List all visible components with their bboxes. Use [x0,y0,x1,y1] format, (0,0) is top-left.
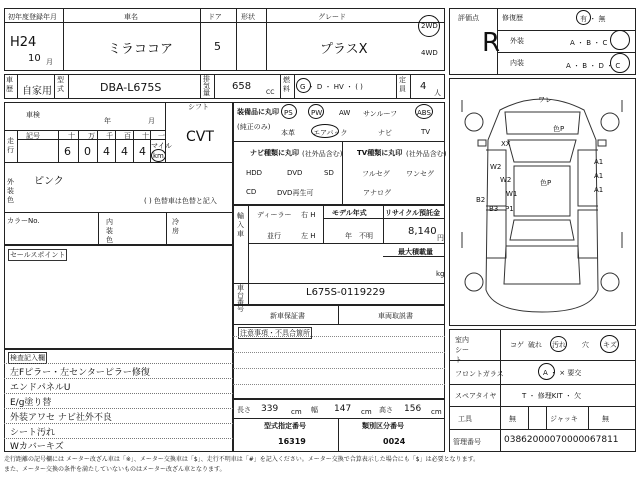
displacement-value: 658 [232,81,252,92]
damage-mark: B3 [489,205,499,213]
inspector-note: エンドパネルU [10,383,71,393]
capacity-unit: 人 [434,89,441,97]
footer-notes [4,455,636,475]
seat-burn: コゲ [510,341,524,349]
equip-aw: AW [339,109,351,117]
sales-point-label: セールスポイント [10,251,66,259]
odo-digit: 4 [103,145,110,158]
inspector-note: 外装アワセ ナビ社外不良 [10,413,112,423]
length-value: 339 [261,404,279,414]
odo-digit: 4 [139,145,146,158]
spare-label: スペアタイヤ [455,392,497,400]
equip-sunroof: サンルーフ [363,110,398,118]
odo-header: 百 [124,132,131,140]
height-unit: cm [431,408,442,416]
door-label: ドア [208,13,222,21]
load-unit: kg [436,270,445,278]
capacity-value: 4 [420,81,427,92]
inspector-note: シート汚れ [10,428,56,438]
height-value: 156 [404,404,422,414]
tv-analog: アナログ [363,189,391,197]
equip-pw: PW [311,109,323,117]
eval-label: 評価点 [458,14,479,22]
nav-cd: CD [246,188,257,196]
grade-value: プラスX [320,42,368,57]
damage-mark: 色P [540,179,552,187]
mgmt-value: 03862000070000067811 [504,435,619,445]
load-label: 最大積載量 [398,248,433,256]
import-label: 輸入車 [237,212,244,238]
odo-header: 一 [158,132,165,140]
displacement-label: 排気量 [203,75,210,97]
type-spec-value: 16319 [278,437,306,446]
damage-mark: W1 [506,190,518,198]
km-label: km [153,152,164,160]
interior-seat-label: 室内シート [455,336,469,364]
odo-digit: 6 [64,145,71,158]
shift-value: CVT [186,129,214,145]
first-reg-label: 初年度登録年月 [8,13,57,21]
nav-dvd: DVD [287,169,303,177]
interior-options: A ・ B ・ D ・ C [566,62,621,70]
nav-dvd-play: DVD再生可 [277,189,314,197]
length-unit: cm [291,408,302,416]
damage-mark: 色P [553,125,565,133]
model-year-label: モデル年式 [332,209,367,217]
inspector-note: 左Fピラー・左センターピラー修復 [10,368,150,378]
shaken-year-unit: 年 [104,117,111,125]
chassis-value: L675S-0119229 [306,287,386,298]
drive-4wd: 4WD [421,49,438,57]
model-label: 型式 [57,76,64,93]
height-label: 高さ [379,406,393,414]
color-no-label: カラーNo. [7,217,40,225]
nav-title: ナビ種類に丸印 [250,149,299,157]
interior-color-label: 内装色 [106,218,113,244]
drive-2wd: 2WD [421,22,438,30]
tv-fullseg: フルセグ [362,170,390,178]
windshield-label: フロントガラス [455,370,504,378]
fuel-label: 燃料 [283,76,290,93]
ext-color-value: ピンク [34,176,64,187]
odo-digit: 4 [121,145,128,158]
nav-subtitle: (社外品含む) [302,150,343,158]
damage-mark: B2 [476,196,486,204]
new-car-warranty: 新車保証書 [270,312,305,320]
nav-hdd: HDD [246,169,263,177]
nav-sd: SD [324,169,334,177]
jack-value: 無 [602,415,609,423]
damage-mark: W2 [490,163,502,171]
reg-era: H24 [10,35,37,50]
tools-value: 無 [509,415,516,423]
width-value: 147 [334,404,352,414]
length-label: 長さ [237,406,251,414]
footer-line: 走行距離の記号欄には メーター改ざん車は「※」、メーター交換車は「$」、走行不明車は「#」を記入ください。メーター交換で合算表示した場合にも「$」は必要となります。 [4,456,480,463]
type-spec-label: 型式指定番号 [264,422,306,430]
seat-dirt: 汚れ [552,341,566,349]
ext-color-label: 外装色 [7,178,14,204]
equip-leather: 本革 [281,129,295,137]
mgmt-label: 管理番号 [453,438,481,446]
recycle-unit: 円 [437,234,444,242]
vehicle-manual: 車両取説書 [378,312,413,320]
eval-value: R [482,28,501,58]
exterior-label: 外装 [510,37,524,45]
equip-ps: PS [284,109,293,117]
inspector-label: 検査記入欄 [10,354,45,362]
tv-oneseg: ワンセグ [406,170,434,178]
car-name-value: ミラココア [108,42,174,57]
shaken-month-unit: 月 [148,117,155,125]
tv-subtitle: (社外品含む) [406,150,447,158]
damage-mark: P1 [505,205,514,213]
inspector-note: E/g塗り替 [10,398,52,408]
recycle-label: リサイクル預託金 [385,209,441,217]
color-change-note: ( ) 色替車は色替と記入 [144,197,217,205]
grade-label: グレード [318,13,346,21]
odo-digit: 0 [84,145,91,158]
equipment-title: 装備品に丸印 [237,108,279,116]
model-year-value: 年 不明 [345,232,373,240]
damage-mark: A1 [594,172,604,180]
repair-options: 有 ・ 無 [580,15,606,23]
doors-value: 5 [214,40,221,53]
odo-header: 記号 [26,132,40,140]
cc-unit: CC [266,89,275,96]
equip-navi: ナビ [378,129,392,137]
category-label: 車歴 [6,76,13,93]
shape-label: 形状 [241,13,255,21]
odo-header: 千 [106,132,113,140]
notes-label: 注意事項・不具合箇所 [240,329,310,337]
odometer-label: 走行 [7,137,14,154]
interior-label: 内装 [510,59,524,67]
fuel-options: G ・ D ・ HV ・ ( ) [300,83,363,91]
category-value: 自家用 [22,86,52,97]
damage-mark: A1 [594,186,604,194]
equip-airbag: エアバック [313,129,348,137]
odo-header: 万 [88,132,95,140]
damage-mark: ワレ [538,96,552,104]
windshield-options: A ・ × 要交 [543,369,582,377]
damage-mark: XX [501,140,511,148]
jack-label: ジャッキ [550,415,578,423]
seat-scratch: キズ [603,341,617,349]
import-parallel: 並行 [267,232,281,240]
reg-month: 10 [28,53,41,64]
chassis-label: 車台番号 [237,284,244,313]
odo-header: 十 [142,132,149,140]
class-value: 0024 [383,437,406,446]
seat-hole: 穴 [582,341,589,349]
tv-title: TV種類に丸印 [357,149,403,157]
odo-header: 十 [68,132,75,140]
import-right-h: 右 H [301,211,316,219]
import-dealer: ディーラー [257,211,292,219]
shift-label: シフト [188,103,209,111]
shaken-label: 車検 [26,111,40,119]
width-unit: cm [361,408,372,416]
equip-abs: ABS [417,109,431,117]
seat-tear: 破れ [528,341,542,349]
mile-label: マイル [151,142,172,150]
capacity-label: 定員 [399,76,406,93]
model-value: DBA-L675S [100,81,162,94]
inspector-note: Wカバーキズ [10,442,64,452]
exterior-options: A ・ B ・ C [570,39,608,47]
reg-month-unit: 月 [46,58,53,66]
car-name-label: 車名 [124,13,138,21]
spare-options: T ・ 修理KIT ・ 欠 [522,392,582,400]
recycle-value: 8,140 [408,226,437,237]
width-label: 幅 [311,406,318,414]
repair-label: 修復歴 [502,14,523,22]
damage-mark: A1 [594,158,604,166]
damage-mark: W2 [500,176,512,184]
footer-line: また、メーター交換の条件を満たしていないものはメーター改ざん車となります。 [4,466,226,473]
equip-tv: TV [421,128,431,136]
import-left-h: 左 H [301,232,316,240]
equipment-subtitle: (純正のみ) [237,123,271,131]
tools-label: 工具 [458,415,472,423]
cooling-label: 冷房 [172,218,179,235]
class-label: 類別区分番号 [362,422,404,430]
